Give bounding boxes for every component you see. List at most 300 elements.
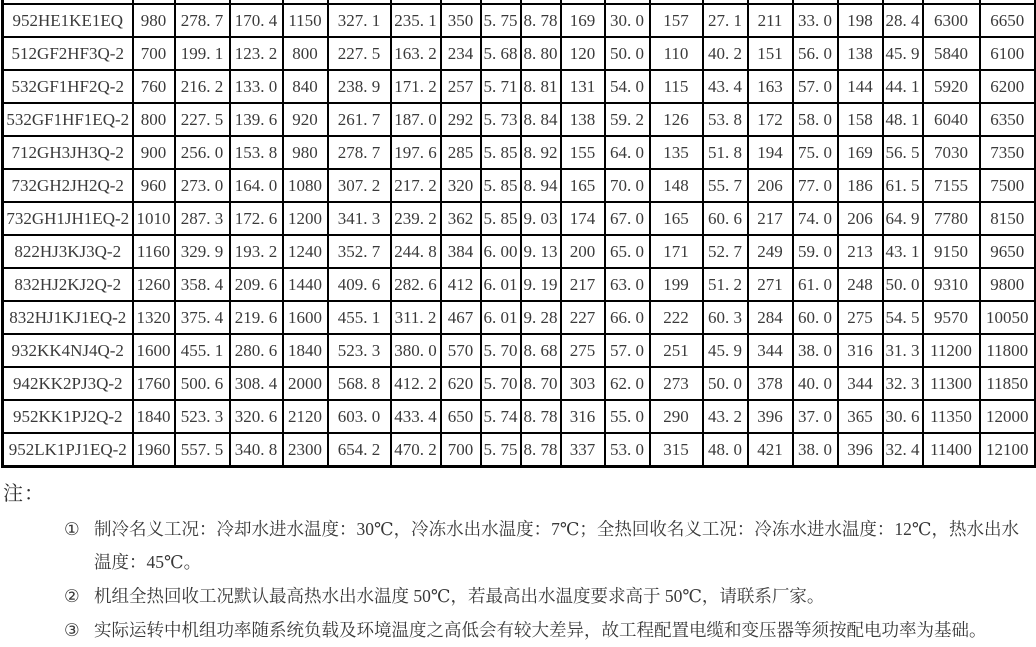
value-cell: 66. 0 <box>605 301 650 334</box>
value-cell: 8. 78 <box>521 433 561 467</box>
value-cell: 375. 4 <box>175 301 230 334</box>
note-marker: ① <box>64 519 80 539</box>
value-cell: 249 <box>748 235 793 268</box>
value-cell: 256. 0 <box>175 136 230 169</box>
value-cell: 52. 7 <box>703 235 748 268</box>
model-cell: 732GH2JH2Q-2 <box>3 169 133 202</box>
value-cell: 307. 2 <box>328 169 391 202</box>
value-cell: 412 <box>441 268 481 301</box>
value-cell: 77. 0 <box>793 169 838 202</box>
value-cell: 44. 1 <box>883 70 923 103</box>
value-cell: 7500 <box>980 169 1036 202</box>
value-cell: 500. 6 <box>175 367 230 400</box>
value-cell: 6200 <box>980 70 1036 103</box>
value-cell: 222 <box>650 301 703 334</box>
value-cell: 151 <box>748 37 793 70</box>
value-cell: 1760 <box>133 367 175 400</box>
value-cell: 169 <box>838 136 883 169</box>
value-cell: 603. 0 <box>328 400 391 433</box>
value-cell: 1960 <box>133 433 175 467</box>
value-cell: 198 <box>838 4 883 37</box>
value-cell: 51. 2 <box>703 268 748 301</box>
table-row <box>3 70 1036 103</box>
value-cell: 352. 7 <box>328 235 391 268</box>
value-cell: 320 <box>441 169 481 202</box>
value-cell: 467 <box>441 301 481 334</box>
value-cell: 700 <box>133 37 175 70</box>
value-cell: 6300 <box>923 4 980 37</box>
value-cell: 45. 9 <box>703 334 748 367</box>
value-cell: 1080 <box>283 169 328 202</box>
value-cell: 455. 1 <box>328 301 391 334</box>
value-cell: 11400 <box>923 433 980 467</box>
value-cell: 58. 0 <box>793 103 838 136</box>
value-cell: 60. 3 <box>703 301 748 334</box>
notes-section <box>0 468 1036 647</box>
value-cell: 5. 73 <box>481 103 521 136</box>
value-cell: 5. 70 <box>481 334 521 367</box>
value-cell: 5. 68 <box>481 37 521 70</box>
note-text: 机组全热回收工况默认最高热水出水温度 50℃，若最高出水温度要求高于 50℃，请联系厂家。 <box>94 586 825 606</box>
value-cell: 421 <box>748 433 793 467</box>
value-cell: 5. 75 <box>481 4 521 37</box>
value-cell: 523. 3 <box>328 334 391 367</box>
value-cell: 40. 0 <box>793 367 838 400</box>
value-cell: 8. 78 <box>521 4 561 37</box>
value-cell: 8. 80 <box>521 37 561 70</box>
model-cell: 712GH3JH3Q-2 <box>3 136 133 169</box>
value-cell: 163. 2 <box>391 37 441 70</box>
value-cell: 284 <box>748 301 793 334</box>
value-cell: 54. 0 <box>605 70 650 103</box>
model-cell: 952HE1KE1EQ <box>3 4 133 37</box>
value-cell: 1600 <box>133 334 175 367</box>
value-cell: 271 <box>748 268 793 301</box>
value-cell: 920 <box>283 103 328 136</box>
value-cell: 59. 0 <box>793 235 838 268</box>
value-cell: 50. 0 <box>703 367 748 400</box>
value-cell: 6040 <box>923 103 980 136</box>
value-cell: 12100 <box>980 433 1036 467</box>
value-cell: 216. 2 <box>175 70 230 103</box>
note-item <box>2 614 1036 647</box>
model-cell: 832HJ1KJ1EQ-2 <box>3 301 133 334</box>
value-cell: 171. 2 <box>391 70 441 103</box>
value-cell: 5. 71 <box>481 70 521 103</box>
value-cell: 362 <box>441 202 481 235</box>
value-cell: 170. 4 <box>230 4 283 37</box>
value-cell: 48. 0 <box>703 433 748 467</box>
value-cell: 380. 0 <box>391 334 441 367</box>
value-cell: 172. 6 <box>230 202 283 235</box>
value-cell: 139. 6 <box>230 103 283 136</box>
value-cell: 275 <box>838 301 883 334</box>
value-cell: 340. 8 <box>230 433 283 467</box>
value-cell: 6100 <box>980 37 1036 70</box>
value-cell: 9. 28 <box>521 301 561 334</box>
table-row <box>3 37 1036 70</box>
value-cell: 133. 0 <box>230 70 283 103</box>
table-row <box>3 202 1036 235</box>
value-cell: 59. 2 <box>605 103 650 136</box>
value-cell: 163 <box>748 70 793 103</box>
value-cell: 285 <box>441 136 481 169</box>
value-cell: 43. 1 <box>883 235 923 268</box>
model-cell: 932KK4NJ4Q-2 <box>3 334 133 367</box>
value-cell: 30. 0 <box>605 4 650 37</box>
value-cell: 2300 <box>283 433 328 467</box>
value-cell: 43. 2 <box>703 400 748 433</box>
value-cell: 38. 0 <box>793 334 838 367</box>
value-cell: 280. 6 <box>230 334 283 367</box>
value-cell: 165 <box>561 169 605 202</box>
value-cell: 9800 <box>980 268 1036 301</box>
value-cell: 174 <box>561 202 605 235</box>
note-item <box>2 580 1036 613</box>
value-cell: 316 <box>561 400 605 433</box>
table-row <box>3 103 1036 136</box>
value-cell: 7350 <box>980 136 1036 169</box>
value-cell: 7780 <box>923 202 980 235</box>
value-cell: 840 <box>283 70 328 103</box>
value-cell: 251 <box>650 334 703 367</box>
value-cell: 57. 0 <box>605 334 650 367</box>
value-cell: 557. 5 <box>175 433 230 467</box>
value-cell: 365 <box>838 400 883 433</box>
value-cell: 800 <box>133 103 175 136</box>
value-cell: 40. 2 <box>703 37 748 70</box>
value-cell: 60. 6 <box>703 202 748 235</box>
value-cell: 64. 0 <box>605 136 650 169</box>
value-cell: 61. 0 <box>793 268 838 301</box>
value-cell: 1840 <box>133 400 175 433</box>
value-cell: 568. 8 <box>328 367 391 400</box>
value-cell: 980 <box>133 4 175 37</box>
value-cell: 2000 <box>283 367 328 400</box>
value-cell: 53. 8 <box>703 103 748 136</box>
value-cell: 900 <box>133 136 175 169</box>
value-cell: 193. 2 <box>230 235 283 268</box>
value-cell: 341. 3 <box>328 202 391 235</box>
value-cell: 7030 <box>923 136 980 169</box>
value-cell: 120 <box>561 37 605 70</box>
value-cell: 9570 <box>923 301 980 334</box>
value-cell: 9. 03 <box>521 202 561 235</box>
value-cell: 234 <box>441 37 481 70</box>
value-cell: 211 <box>748 4 793 37</box>
value-cell: 650 <box>441 400 481 433</box>
value-cell: 6350 <box>980 103 1036 136</box>
value-cell: 6650 <box>980 4 1036 37</box>
value-cell: 38. 0 <box>793 433 838 467</box>
value-cell: 358. 4 <box>175 268 230 301</box>
value-cell: 171 <box>650 235 703 268</box>
value-cell: 275 <box>561 334 605 367</box>
model-cell: 532GF1HF2Q-2 <box>3 70 133 103</box>
value-cell: 378 <box>748 367 793 400</box>
value-cell: 8. 92 <box>521 136 561 169</box>
value-cell: 56. 0 <box>793 37 838 70</box>
value-cell: 33. 0 <box>793 4 838 37</box>
value-cell: 700 <box>441 433 481 467</box>
value-cell: 62. 0 <box>605 367 650 400</box>
value-cell: 760 <box>133 70 175 103</box>
value-cell: 30. 6 <box>883 400 923 433</box>
value-cell: 131 <box>561 70 605 103</box>
value-cell: 1600 <box>283 301 328 334</box>
value-cell: 2120 <box>283 400 328 433</box>
value-cell: 165 <box>650 202 703 235</box>
value-cell: 8. 70 <box>521 367 561 400</box>
value-cell: 11200 <box>923 334 980 367</box>
value-cell: 115 <box>650 70 703 103</box>
value-cell: 144 <box>838 70 883 103</box>
value-cell: 67. 0 <box>605 202 650 235</box>
value-cell: 960 <box>133 169 175 202</box>
value-cell: 12000 <box>980 400 1036 433</box>
value-cell: 164. 0 <box>230 169 283 202</box>
value-cell: 433. 4 <box>391 400 441 433</box>
value-cell: 157 <box>650 4 703 37</box>
model-cell: 952KK1PJ2Q-2 <box>3 400 133 433</box>
table-row <box>3 268 1036 301</box>
value-cell: 227 <box>561 301 605 334</box>
value-cell: 9150 <box>923 235 980 268</box>
value-cell: 344 <box>838 367 883 400</box>
value-cell: 5. 75 <box>481 433 521 467</box>
value-cell: 6. 01 <box>481 268 521 301</box>
value-cell: 50. 0 <box>605 37 650 70</box>
value-cell: 8. 94 <box>521 169 561 202</box>
value-cell: 123. 2 <box>230 37 283 70</box>
value-cell: 6. 01 <box>481 301 521 334</box>
value-cell: 350 <box>441 4 481 37</box>
value-cell: 800 <box>283 37 328 70</box>
value-cell: 209. 6 <box>230 268 283 301</box>
value-cell: 27. 1 <box>703 4 748 37</box>
value-cell: 9. 13 <box>521 235 561 268</box>
value-cell: 329. 9 <box>175 235 230 268</box>
value-cell: 135 <box>650 136 703 169</box>
note-marker: ② <box>64 586 80 606</box>
value-cell: 153. 8 <box>230 136 283 169</box>
value-cell: 200 <box>561 235 605 268</box>
value-cell: 110 <box>650 37 703 70</box>
value-cell: 158 <box>838 103 883 136</box>
value-cell: 54. 5 <box>883 301 923 334</box>
table-row <box>3 136 1036 169</box>
value-cell: 337 <box>561 433 605 467</box>
value-cell: 5. 70 <box>481 367 521 400</box>
value-cell: 9310 <box>923 268 980 301</box>
value-cell: 217 <box>561 268 605 301</box>
value-cell: 315 <box>650 433 703 467</box>
value-cell: 138 <box>561 103 605 136</box>
model-cell: 832HJ2KJ2Q-2 <box>3 268 133 301</box>
value-cell: 148 <box>650 169 703 202</box>
notes-list <box>2 513 1036 647</box>
value-cell: 412. 2 <box>391 367 441 400</box>
model-cell: 732GH1JH1EQ-2 <box>3 202 133 235</box>
value-cell: 1150 <box>283 4 328 37</box>
value-cell: 396 <box>748 400 793 433</box>
value-cell: 282. 6 <box>391 268 441 301</box>
value-cell: 239. 2 <box>391 202 441 235</box>
value-cell: 311. 2 <box>391 301 441 334</box>
value-cell: 199 <box>650 268 703 301</box>
model-cell: 512GF2HF3Q-2 <box>3 37 133 70</box>
value-cell: 1260 <box>133 268 175 301</box>
value-cell: 396 <box>838 433 883 467</box>
value-cell: 10050 <box>980 301 1036 334</box>
value-cell: 248 <box>838 268 883 301</box>
value-cell: 11300 <box>923 367 980 400</box>
value-cell: 1160 <box>133 235 175 268</box>
value-cell: 60. 0 <box>793 301 838 334</box>
value-cell: 57. 0 <box>793 70 838 103</box>
value-cell: 455. 1 <box>175 334 230 367</box>
table-row <box>3 235 1036 268</box>
value-cell: 32. 3 <box>883 367 923 400</box>
value-cell: 63. 0 <box>605 268 650 301</box>
model-cell: 952LK1PJ1EQ-2 <box>3 433 133 467</box>
value-cell: 308. 4 <box>230 367 283 400</box>
value-cell: 9650 <box>980 235 1036 268</box>
value-cell: 74. 0 <box>793 202 838 235</box>
value-cell: 409. 6 <box>328 268 391 301</box>
value-cell: 11850 <box>980 367 1036 400</box>
value-cell: 244. 8 <box>391 235 441 268</box>
value-cell: 235. 1 <box>391 4 441 37</box>
table-row <box>3 334 1036 367</box>
value-cell: 187. 0 <box>391 103 441 136</box>
note-item <box>2 513 1036 579</box>
value-cell: 5. 74 <box>481 400 521 433</box>
value-cell: 290 <box>650 400 703 433</box>
value-cell: 206 <box>748 169 793 202</box>
value-cell: 55. 0 <box>605 400 650 433</box>
value-cell: 261. 7 <box>328 103 391 136</box>
value-cell: 620 <box>441 367 481 400</box>
table-row <box>3 169 1036 202</box>
value-cell: 50. 0 <box>883 268 923 301</box>
value-cell: 8. 84 <box>521 103 561 136</box>
value-cell: 172 <box>748 103 793 136</box>
value-cell: 75. 0 <box>793 136 838 169</box>
value-cell: 6. 00 <box>481 235 521 268</box>
value-cell: 206 <box>838 202 883 235</box>
value-cell: 5. 85 <box>481 136 521 169</box>
note-text: 制冷名义工况：冷却水进水温度：30℃，冷冻水出水温度：7℃；全热回收名义工况：冷冻水进水温度：12℃，热水出水温度：45℃。 <box>94 519 1019 572</box>
value-cell: 155 <box>561 136 605 169</box>
value-cell: 5. 85 <box>481 169 521 202</box>
value-cell: 45. 9 <box>883 37 923 70</box>
value-cell: 70. 0 <box>605 169 650 202</box>
note-marker: ③ <box>64 620 80 640</box>
table-row <box>3 433 1036 467</box>
value-cell: 51. 8 <box>703 136 748 169</box>
value-cell: 654. 2 <box>328 433 391 467</box>
value-cell: 292 <box>441 103 481 136</box>
value-cell: 194 <box>748 136 793 169</box>
value-cell: 199. 1 <box>175 37 230 70</box>
value-cell: 327. 1 <box>328 4 391 37</box>
value-cell: 186 <box>838 169 883 202</box>
value-cell: 8150 <box>980 202 1036 235</box>
value-cell: 9. 19 <box>521 268 561 301</box>
value-cell: 344 <box>748 334 793 367</box>
model-cell: 532GF1HF1EQ-2 <box>3 103 133 136</box>
value-cell: 227. 5 <box>328 37 391 70</box>
value-cell: 61. 5 <box>883 169 923 202</box>
value-cell: 37. 0 <box>793 400 838 433</box>
value-cell: 238. 9 <box>328 70 391 103</box>
value-cell: 219. 6 <box>230 301 283 334</box>
value-cell: 5840 <box>923 37 980 70</box>
value-cell: 11800 <box>980 334 1036 367</box>
value-cell: 1010 <box>133 202 175 235</box>
value-cell: 32. 4 <box>883 433 923 467</box>
note-text: 实际运转中机组功率随系统负载及环境温度之高低会有较大差异，故工程配置电缆和变压器等须按配电功率为基础。 <box>94 620 987 640</box>
value-cell: 217 <box>748 202 793 235</box>
value-cell: 273 <box>650 367 703 400</box>
value-cell: 7155 <box>923 169 980 202</box>
model-cell: 942KK2PJ3Q-2 <box>3 367 133 400</box>
value-cell: 213 <box>838 235 883 268</box>
value-cell: 287. 3 <box>175 202 230 235</box>
value-cell: 227. 5 <box>175 103 230 136</box>
table-row <box>3 367 1036 400</box>
value-cell: 1440 <box>283 268 328 301</box>
value-cell: 257 <box>441 70 481 103</box>
value-cell: 56. 5 <box>883 136 923 169</box>
value-cell: 320. 6 <box>230 400 283 433</box>
notes-label: 注： <box>3 483 45 505</box>
value-cell: 5. 85 <box>481 202 521 235</box>
spec-table <box>1 0 1036 468</box>
value-cell: 523. 3 <box>175 400 230 433</box>
value-cell: 43. 4 <box>703 70 748 103</box>
value-cell: 1240 <box>283 235 328 268</box>
value-cell: 64. 9 <box>883 202 923 235</box>
value-cell: 1840 <box>283 334 328 367</box>
value-cell: 316 <box>838 334 883 367</box>
value-cell: 55. 7 <box>703 169 748 202</box>
value-cell: 138 <box>838 37 883 70</box>
value-cell: 8. 78 <box>521 400 561 433</box>
value-cell: 303 <box>561 367 605 400</box>
model-cell: 822HJ3KJ3Q-2 <box>3 235 133 268</box>
value-cell: 570 <box>441 334 481 367</box>
value-cell: 273. 0 <box>175 169 230 202</box>
value-cell: 53. 0 <box>605 433 650 467</box>
value-cell: 11350 <box>923 400 980 433</box>
value-cell: 278. 7 <box>175 4 230 37</box>
table-row <box>3 4 1036 37</box>
value-cell: 5920 <box>923 70 980 103</box>
value-cell: 169 <box>561 4 605 37</box>
value-cell: 65. 0 <box>605 235 650 268</box>
value-cell: 1320 <box>133 301 175 334</box>
value-cell: 8. 68 <box>521 334 561 367</box>
value-cell: 197. 6 <box>391 136 441 169</box>
value-cell: 217. 2 <box>391 169 441 202</box>
value-cell: 126 <box>650 103 703 136</box>
table-row <box>3 400 1036 433</box>
value-cell: 48. 1 <box>883 103 923 136</box>
value-cell: 1200 <box>283 202 328 235</box>
value-cell: 980 <box>283 136 328 169</box>
